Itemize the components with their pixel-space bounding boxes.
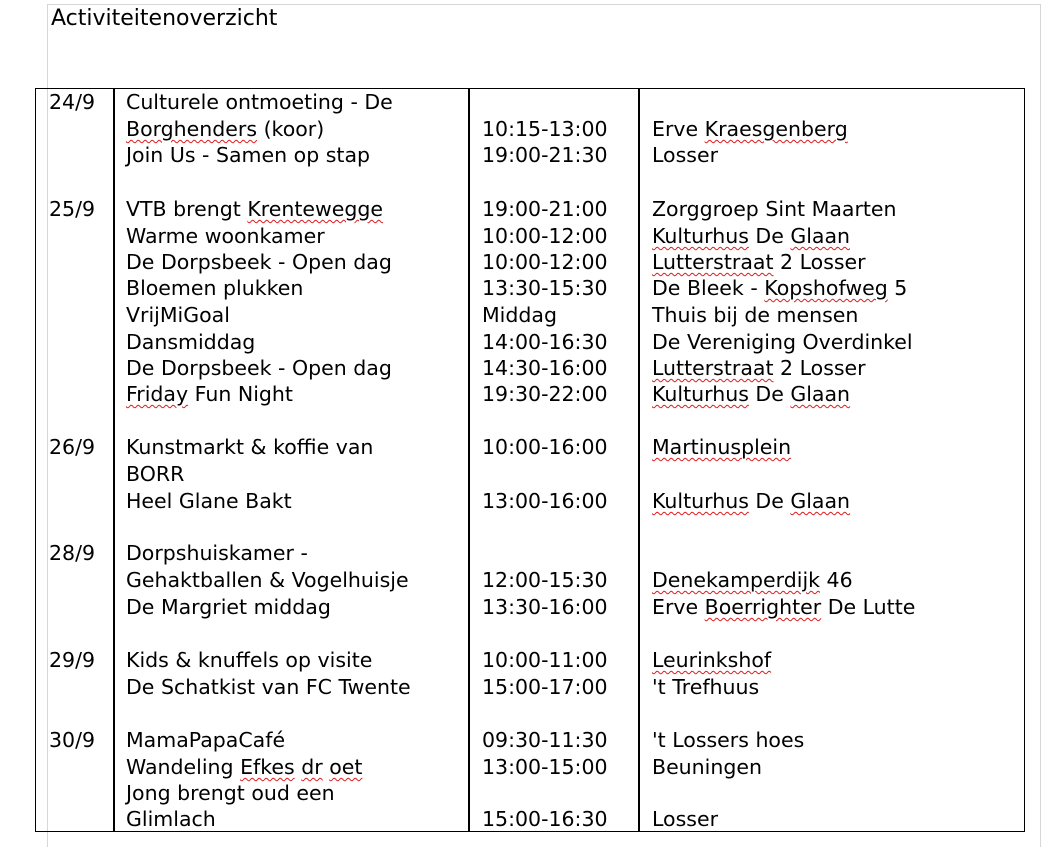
cell-time: 13:00-15:00 — [482, 755, 608, 779]
spellcheck-word: Kulturhus — [652, 224, 749, 248]
spellcheck-word: oet — [329, 755, 363, 779]
cell-date: 30/9 — [49, 728, 96, 752]
cell-time: 15:00-16:30 — [482, 807, 608, 831]
cell-activity: Glimlach — [126, 807, 216, 831]
spellcheck-word: Kulturhus — [652, 382, 749, 406]
cell-time: 19:00-21:30 — [482, 143, 608, 167]
cell-location — [652, 647, 771, 674]
cell-activity: VrijMiGoal — [126, 303, 230, 327]
cell-activity: Friday Fun Night — [126, 382, 293, 406]
cell-time: 15:00-17:00 — [482, 675, 608, 699]
spellcheck-word: Martinusplein — [652, 435, 792, 459]
cell-location: De Bleek - Kopshofweg 5 — [652, 276, 908, 300]
page-title: Activiteitenoverzicht — [51, 6, 278, 31]
spellcheck-word: Efkes — [240, 755, 295, 779]
cell-activity: BORR — [126, 462, 185, 486]
cell-time: Middag — [482, 303, 557, 327]
cell-location: 't Trefhuus — [652, 675, 760, 699]
cell-activity: Dansmiddag — [126, 330, 256, 354]
cell-location: Losser — [652, 143, 719, 167]
cell-date: 25/9 — [49, 197, 96, 221]
spellcheck-word: dr — [301, 755, 323, 779]
cell-activity: De Dorpsbeek - Open dag — [126, 356, 392, 380]
spellcheck-word: Kulturhus — [652, 489, 749, 513]
cell-time: 13:30-15:30 — [482, 276, 608, 300]
cell-activity: Heel Glane Bakt — [126, 489, 292, 513]
cell-location: De Vereniging Overdinkel — [652, 330, 913, 354]
cell-activity: Bloemen plukken — [126, 276, 304, 300]
cell-location: Lutterstraat 2 Losser — [652, 356, 866, 380]
cell-time: 19:00-21:00 — [482, 197, 608, 221]
spellcheck-word: Denekamperdijk — [652, 568, 821, 592]
cell-activity: Jong brengt oud een — [126, 781, 335, 805]
cell-activity: Kunstmarkt & koffie van — [126, 435, 374, 459]
cell-activity: De Margriet middag — [126, 595, 331, 619]
cell-time: 10:00-12:00 — [482, 250, 608, 274]
spellcheck-word: Boerrighter — [704, 595, 822, 619]
cell-time: 10:00-16:00 — [482, 435, 608, 459]
cell-time: 10:00-11:00 — [482, 648, 608, 672]
cell-time: 13:30-16:00 — [482, 595, 608, 619]
cell-activity: Wandeling Efkes dr oet — [126, 755, 363, 779]
cell-location: 't Lossers hoes — [652, 728, 805, 752]
cell-activity: Dorpshuiskamer - — [126, 541, 308, 565]
page-edge-right — [1040, 4, 1041, 847]
cell-location: Erve Boerrighter De Lutte — [652, 595, 916, 619]
spellcheck-word: Borghenders — [126, 117, 258, 141]
cell-date: 26/9 — [49, 435, 96, 459]
cell-time: 09:30-11:30 — [482, 728, 608, 752]
cell-time: 10:15-13:00 — [482, 117, 608, 141]
column-divider-activity — [468, 88, 470, 832]
spellcheck-word: Glaan — [790, 489, 851, 513]
cell-time: 19:30-22:00 — [482, 382, 608, 406]
cell-location: Thuis bij de mensen — [652, 303, 859, 327]
cell-location: Beuningen — [652, 755, 762, 779]
cell-activity: VTB brengt Krentewegge — [126, 197, 384, 221]
cell-location: Kulturhus De Glaan — [652, 224, 851, 248]
cell-time: 10:00-12:00 — [482, 224, 608, 248]
cell-date: 24/9 — [49, 90, 96, 114]
cell-location: Lutterstraat 2 Losser — [652, 250, 866, 274]
spellcheck-word: Lutterstraat — [652, 356, 774, 380]
spellcheck-word: Leurinkshof — [652, 648, 772, 672]
cell-time: 14:30-16:00 — [482, 356, 608, 380]
cell-activity: Warme woonkamer — [126, 224, 325, 248]
spellcheck-word: Glaan — [790, 382, 851, 406]
cell-location: Kulturhus De Glaan — [652, 382, 851, 406]
cell-activity: De Schatkist van FC Twente — [126, 675, 411, 699]
cell-activity: Kids & knuffels op visite — [126, 648, 373, 672]
cell-activity: Join Us - Samen op stap — [126, 143, 371, 167]
cell-location: Zorggroep Sint Maarten — [652, 197, 897, 221]
cell-activity: Culturele ontmoeting - De — [126, 90, 393, 114]
cell-activity: De Dorpsbeek - Open dag — [126, 250, 392, 274]
cell-time: 14:00-16:30 — [482, 330, 608, 354]
cell-activity: Borghenders (koor) — [126, 117, 325, 141]
cell-location: Erve Kraesgenberg — [652, 117, 848, 141]
spellcheck-word: Glaan — [790, 224, 851, 248]
cell-date: 28/9 — [49, 541, 96, 565]
spellcheck-word: Lutterstraat — [652, 250, 774, 274]
cell-activity: MamaPapaCafé — [126, 728, 286, 752]
cell-location: Kulturhus De Glaan — [652, 489, 851, 513]
spellcheck-word: Kraesgenberg — [704, 117, 848, 141]
cell-time: 12:00-15:30 — [482, 568, 608, 592]
spellcheck-word: Friday — [126, 382, 189, 406]
spellcheck-word: Kopshofweg — [764, 276, 888, 300]
cell-time: 13:00-16:00 — [482, 489, 608, 513]
cell-date: 29/9 — [49, 648, 96, 672]
column-divider-date — [113, 88, 115, 832]
cell-location: Losser — [652, 807, 719, 831]
column-divider-time — [638, 88, 640, 832]
cell-activity: Gehaktballen & Vogelhuisje — [126, 568, 409, 592]
cell-location — [652, 434, 791, 461]
cell-location: Denekamperdijk 46 — [652, 568, 853, 592]
spellcheck-word: Krentewegge — [247, 197, 384, 221]
